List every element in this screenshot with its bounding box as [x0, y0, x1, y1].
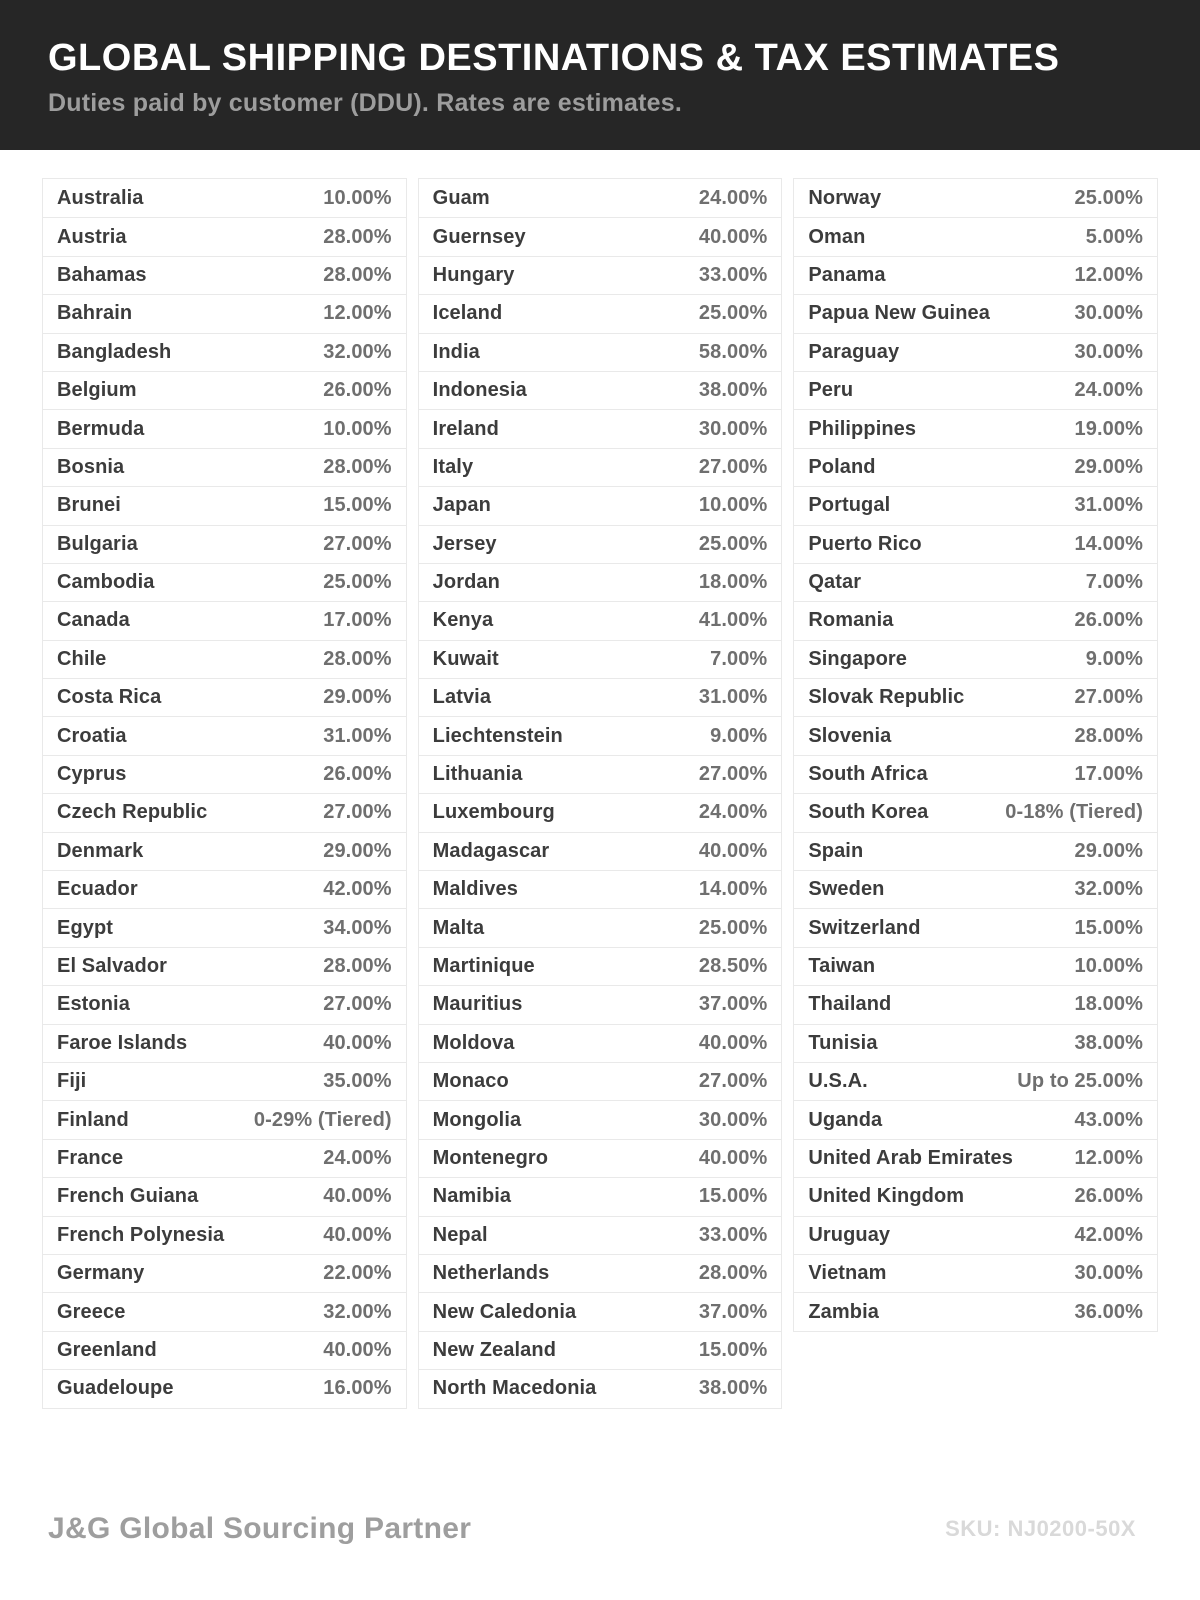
country-name: Indonesia	[432, 379, 527, 402]
country-name: Bahamas	[57, 263, 147, 286]
country-name: India	[432, 340, 480, 363]
country-name: Guam	[432, 186, 490, 209]
tax-rate: 43.00%	[1074, 1108, 1143, 1131]
table-row	[43, 371, 406, 409]
tax-rate: 40.00%	[698, 839, 768, 862]
country-name: Chile	[57, 647, 107, 670]
country-name: Poland	[808, 455, 876, 478]
tax-rate: 19.00%	[1074, 417, 1143, 440]
table-row	[794, 640, 1157, 678]
country-name: Slovenia	[808, 724, 892, 747]
table-row	[43, 486, 406, 524]
country-name: Brunei	[57, 494, 121, 517]
country-name: Greece	[57, 1300, 126, 1323]
tax-rate: 15.00%	[698, 1185, 768, 1208]
tax-rate: 30.00%	[1074, 1262, 1143, 1285]
country-name: Croatia	[57, 724, 127, 747]
table-row	[794, 678, 1157, 716]
tax-rate: 25.00%	[698, 916, 768, 939]
country-name: Moldova	[432, 1031, 515, 1054]
table-row	[43, 409, 406, 447]
tax-rate: 42.00%	[1074, 1223, 1143, 1246]
tax-rate: 58.00%	[698, 340, 768, 363]
table-row	[419, 640, 782, 678]
country-name: U.S.A.	[808, 1070, 868, 1093]
table-row	[43, 1024, 406, 1062]
table-row	[794, 985, 1157, 1023]
country-name: Belgium	[57, 379, 137, 402]
table-row	[419, 486, 782, 524]
tax-rate: 32.00%	[323, 340, 392, 363]
table-row	[43, 1369, 406, 1407]
tax-rate: 15.00%	[1074, 916, 1143, 939]
tax-rate: 30.00%	[698, 1108, 768, 1131]
tax-rate: 41.00%	[698, 609, 768, 632]
page-subtitle: Duties paid by customer (DDU). Rates are estimates.	[48, 88, 683, 117]
table-row	[43, 179, 406, 217]
tax-rate: 34.00%	[323, 916, 392, 939]
tax-rate: 30.00%	[1074, 340, 1143, 363]
table-row	[419, 333, 782, 371]
table-row	[794, 179, 1157, 217]
tax-rate: 25.00%	[698, 302, 768, 325]
table-row	[794, 409, 1157, 447]
country-name: United Arab Emirates	[808, 1146, 1013, 1169]
tax-rate: 29.00%	[323, 686, 392, 709]
country-name: New Zealand	[432, 1338, 557, 1361]
table-row	[419, 832, 782, 870]
table-row	[43, 1331, 406, 1369]
table-row	[43, 1177, 406, 1215]
country-name: Vietnam	[808, 1262, 887, 1285]
tax-rate: 28.50%	[698, 955, 768, 977]
country-name: Madagascar	[432, 839, 550, 862]
table-row	[419, 793, 782, 831]
tax-rate: 14.00%	[1074, 532, 1143, 555]
table-row	[794, 601, 1157, 639]
tax-rate: 17.00%	[323, 609, 392, 632]
rates-column-2	[418, 178, 783, 1409]
country-name: Egypt	[57, 916, 114, 939]
tax-rate: 31.00%	[698, 686, 768, 709]
table-row	[419, 601, 782, 639]
table-row	[794, 1062, 1157, 1100]
tax-rate: 40.00%	[323, 1031, 392, 1054]
tax-rate: 0-29% (Tiered)	[253, 1108, 392, 1131]
tax-rate: 28.00%	[323, 455, 392, 478]
country-name: Bangladesh	[57, 340, 172, 363]
country-name: Norway	[808, 186, 882, 209]
table-row	[43, 985, 406, 1023]
country-name: Canada	[57, 609, 130, 632]
tax-rate: 40.00%	[323, 1185, 392, 1208]
table-row	[794, 1100, 1157, 1138]
table-row	[43, 1254, 406, 1292]
country-name: Hungary	[432, 263, 515, 286]
country-name: Iceland	[432, 302, 503, 325]
table-row	[43, 1216, 406, 1254]
country-name: Italy	[432, 455, 474, 478]
table-row	[794, 1139, 1157, 1177]
tax-rate: 15.00%	[323, 494, 392, 517]
tax-rate: 31.00%	[1074, 494, 1143, 517]
tax-rate: 29.00%	[1074, 455, 1143, 478]
country-name: Martinique	[432, 955, 535, 977]
tax-rate: 33.00%	[698, 263, 768, 286]
table-row	[43, 755, 406, 793]
country-name: Mongolia	[432, 1108, 522, 1131]
tax-rate: 28.00%	[323, 647, 392, 670]
country-name: Uruguay	[808, 1223, 891, 1246]
tax-rate: 15.00%	[698, 1338, 768, 1361]
tax-rate: 38.00%	[1074, 1031, 1143, 1054]
table-row	[419, 179, 782, 217]
table-row	[43, 832, 406, 870]
tax-rate: 27.00%	[323, 532, 392, 555]
country-name: Japan	[432, 494, 491, 517]
table-row	[794, 256, 1157, 294]
tax-rate: 27.00%	[698, 1070, 768, 1093]
country-name: Fiji	[57, 1070, 87, 1093]
table-row	[794, 1216, 1157, 1254]
tax-rate: 26.00%	[1074, 609, 1143, 632]
country-name: Qatar	[808, 571, 862, 594]
country-name: Guernsey	[432, 225, 526, 248]
country-name: Bulgaria	[57, 532, 138, 555]
table-row	[43, 448, 406, 486]
table-row	[419, 1292, 782, 1330]
tax-rate: 24.00%	[698, 801, 768, 824]
tax-rate: 16.00%	[323, 1377, 392, 1400]
table-row	[43, 1062, 406, 1100]
country-name: Guadeloupe	[57, 1377, 174, 1400]
country-name: Costa Rica	[57, 686, 162, 709]
country-name: Estonia	[57, 993, 130, 1016]
country-name: South Africa	[808, 763, 928, 786]
tax-rate: 37.00%	[698, 993, 768, 1016]
table-row	[419, 1100, 782, 1138]
table-row	[419, 870, 782, 908]
table-row	[43, 333, 406, 371]
country-name: Cambodia	[57, 571, 155, 594]
country-name: Germany	[57, 1262, 145, 1285]
tax-rate: 26.00%	[323, 763, 392, 786]
country-name: Sweden	[808, 878, 885, 901]
table-row	[43, 294, 406, 332]
country-name: Austria	[57, 225, 127, 248]
tax-rate: 30.00%	[1074, 302, 1143, 325]
table-row	[419, 1369, 782, 1407]
country-name: North Macedonia	[432, 1377, 597, 1400]
country-name: Jordan	[432, 571, 500, 594]
tax-rate: 38.00%	[698, 379, 768, 402]
tax-rate: 38.00%	[698, 1377, 768, 1400]
table-row	[794, 217, 1157, 255]
table-row	[794, 1292, 1157, 1330]
country-name: Puerto Rico	[808, 532, 922, 555]
table-row	[419, 563, 782, 601]
tax-rate: 33.00%	[698, 1223, 768, 1246]
tax-rate: 27.00%	[698, 763, 768, 786]
country-name: Ecuador	[57, 878, 138, 901]
table-row	[43, 563, 406, 601]
rates-table	[42, 178, 1158, 1409]
tax-rate: 37.00%	[698, 1300, 768, 1323]
table-row	[419, 448, 782, 486]
table-row	[794, 870, 1157, 908]
table-row	[794, 947, 1157, 985]
tax-rate: 42.00%	[323, 878, 392, 901]
tax-rate: 28.00%	[1074, 724, 1143, 747]
country-name: Faroe Islands	[57, 1031, 188, 1054]
country-name: Finland	[57, 1108, 129, 1131]
country-name: El Salvador	[57, 955, 168, 977]
country-name: Bermuda	[57, 417, 145, 440]
tax-rate: 24.00%	[698, 186, 768, 209]
country-name: Philippines	[808, 417, 917, 440]
tax-rate: 27.00%	[1074, 686, 1143, 709]
country-name: Paraguay	[808, 340, 900, 363]
table-row	[43, 601, 406, 639]
rates-column-1	[42, 178, 407, 1409]
country-name: Taiwan	[808, 955, 876, 977]
tax-rate: 32.00%	[1074, 878, 1143, 901]
table-row	[419, 525, 782, 563]
table-row	[43, 908, 406, 946]
tax-rate: 24.00%	[1074, 379, 1143, 402]
table-row	[419, 908, 782, 946]
table-row	[794, 448, 1157, 486]
tax-rate: 26.00%	[1074, 1185, 1143, 1208]
country-name: Australia	[57, 186, 144, 209]
table-row	[419, 1062, 782, 1100]
tax-rate: 30.00%	[698, 417, 768, 440]
tax-rate: 7.00%	[710, 647, 768, 670]
table-row	[43, 1292, 406, 1330]
country-name: French Guiana	[57, 1185, 199, 1208]
table-row	[43, 793, 406, 831]
table-row	[794, 294, 1157, 332]
tax-rate: 29.00%	[323, 839, 392, 862]
table-row	[419, 1216, 782, 1254]
tax-rate: 10.00%	[323, 186, 392, 209]
tax-rate: 10.00%	[1074, 955, 1143, 977]
table-row	[419, 371, 782, 409]
country-name: New Caledonia	[432, 1300, 577, 1323]
tax-rate: 18.00%	[1074, 993, 1143, 1016]
table-row	[794, 563, 1157, 601]
table-row	[419, 716, 782, 754]
country-name: Mauritius	[432, 993, 523, 1016]
table-row	[43, 1100, 406, 1138]
country-name: Singapore	[808, 647, 908, 670]
table-row	[419, 678, 782, 716]
table-row	[419, 1254, 782, 1292]
country-name: Nepal	[432, 1223, 488, 1246]
tax-rate: 25.00%	[1074, 186, 1143, 209]
tax-rate: 9.00%	[1085, 647, 1143, 670]
tax-rate: 27.00%	[323, 993, 392, 1016]
tax-rate: 31.00%	[323, 724, 392, 747]
tax-rate: 24.00%	[323, 1146, 392, 1169]
tax-rate: 5.00%	[1085, 225, 1143, 248]
tax-rate: 40.00%	[698, 1146, 768, 1169]
table-row	[419, 985, 782, 1023]
table-row	[43, 870, 406, 908]
tax-rate: 27.00%	[698, 455, 768, 478]
country-name: Montenegro	[432, 1146, 549, 1169]
table-row	[419, 1331, 782, 1369]
tax-rate: 7.00%	[1085, 571, 1143, 594]
country-name: Maldives	[432, 878, 518, 901]
country-name: Panama	[808, 263, 886, 286]
tax-rate: 26.00%	[323, 379, 392, 402]
country-name: Namibia	[432, 1185, 512, 1208]
country-name: Ireland	[432, 417, 499, 440]
country-name: Malta	[432, 916, 485, 939]
country-name: Thailand	[808, 993, 892, 1016]
tax-rate: 25.00%	[323, 571, 392, 594]
table-row	[794, 486, 1157, 524]
page-title: GLOBAL SHIPPING DESTINATIONS & TAX ESTIMATES	[48, 37, 1060, 79]
tax-rate: 25.00%	[698, 532, 768, 555]
country-name: Switzerland	[808, 916, 921, 939]
country-name: United Kingdom	[808, 1185, 965, 1208]
table-row	[43, 716, 406, 754]
table-row	[43, 525, 406, 563]
table-row	[419, 409, 782, 447]
tax-rate: 12.00%	[323, 302, 392, 325]
table-row	[794, 793, 1157, 831]
table-row	[794, 371, 1157, 409]
footer	[42, 1512, 1158, 1546]
tax-rate: 28.00%	[698, 1262, 768, 1285]
tax-rate: 35.00%	[323, 1070, 392, 1093]
tax-rate: 22.00%	[323, 1262, 392, 1285]
country-name: Uganda	[808, 1108, 883, 1131]
table-row	[794, 1024, 1157, 1062]
table-row	[794, 1254, 1157, 1292]
country-name: Lithuania	[432, 763, 523, 786]
tax-rate: 40.00%	[698, 1031, 768, 1054]
tax-rate: 27.00%	[323, 801, 392, 824]
country-name: Portugal	[808, 494, 891, 517]
country-name: Romania	[808, 609, 894, 632]
tax-rate: 0-18% (Tiered)	[1005, 801, 1143, 824]
tax-rate: 40.00%	[698, 225, 768, 248]
tax-rate: 9.00%	[710, 724, 768, 747]
table-row	[419, 1177, 782, 1215]
table-row	[43, 256, 406, 294]
tax-rate: 40.00%	[323, 1223, 392, 1246]
tax-rate: 28.00%	[323, 955, 392, 977]
table-row	[794, 333, 1157, 371]
header-banner	[0, 0, 1200, 150]
country-name: Czech Republic	[57, 801, 208, 824]
country-name: France	[57, 1146, 124, 1169]
table-row	[419, 1024, 782, 1062]
brand-name: J&G Global Sourcing Partner	[48, 1512, 472, 1545]
country-name: French Polynesia	[57, 1223, 225, 1246]
country-name: Greenland	[57, 1338, 157, 1361]
country-name: Kuwait	[432, 647, 499, 670]
country-name: South Korea	[808, 801, 929, 824]
table-row	[43, 947, 406, 985]
tax-rate: 28.00%	[323, 225, 392, 248]
table-row	[419, 217, 782, 255]
table-row	[43, 217, 406, 255]
country-name: Liechtenstein	[432, 724, 563, 747]
table-row	[794, 832, 1157, 870]
rates-column-3	[793, 178, 1158, 1332]
table-row	[794, 525, 1157, 563]
country-name: Tunisia	[808, 1031, 878, 1054]
table-row	[43, 640, 406, 678]
country-name: Kenya	[432, 609, 494, 632]
sku-label: SKU: NJ0200-50X	[945, 1516, 1136, 1541]
tax-rate: 12.00%	[1074, 263, 1143, 286]
country-name: Bahrain	[57, 302, 133, 325]
country-name: Peru	[808, 379, 854, 402]
country-name: Cyprus	[57, 763, 127, 786]
table-row	[794, 755, 1157, 793]
table-row	[419, 947, 782, 985]
tax-rate: 32.00%	[323, 1300, 392, 1323]
country-name: Monaco	[432, 1070, 509, 1093]
country-name: Papua New Guinea	[808, 302, 990, 325]
country-name: Netherlands	[432, 1262, 550, 1285]
tax-rate: 10.00%	[698, 494, 768, 517]
tax-rate: 12.00%	[1074, 1146, 1143, 1169]
tax-rate: 17.00%	[1074, 763, 1143, 786]
tax-rate: 36.00%	[1074, 1300, 1143, 1323]
table-row	[419, 1139, 782, 1177]
country-name: Bosnia	[57, 455, 125, 478]
table-row	[43, 1139, 406, 1177]
country-name: Oman	[808, 225, 866, 248]
tax-rate: 40.00%	[323, 1338, 392, 1361]
tax-rate: 18.00%	[698, 571, 768, 594]
table-row	[794, 1177, 1157, 1215]
tax-rate: 29.00%	[1074, 839, 1143, 862]
table-row	[794, 908, 1157, 946]
table-row	[43, 678, 406, 716]
country-name: Luxembourg	[432, 801, 555, 824]
table-row	[419, 755, 782, 793]
country-name: Spain	[808, 839, 864, 862]
tax-rate: 10.00%	[323, 417, 392, 440]
tax-rate: 28.00%	[323, 263, 392, 286]
country-name: Latvia	[432, 686, 492, 709]
tax-rate: 14.00%	[698, 878, 768, 901]
table-row	[419, 294, 782, 332]
country-name: Denmark	[57, 839, 144, 862]
country-name: Slovak Republic	[808, 686, 965, 709]
table-row	[794, 716, 1157, 754]
tax-rate: Up to 25.00%	[1017, 1070, 1143, 1093]
country-name: Jersey	[432, 532, 497, 555]
table-row	[419, 256, 782, 294]
country-name: Zambia	[808, 1300, 879, 1323]
